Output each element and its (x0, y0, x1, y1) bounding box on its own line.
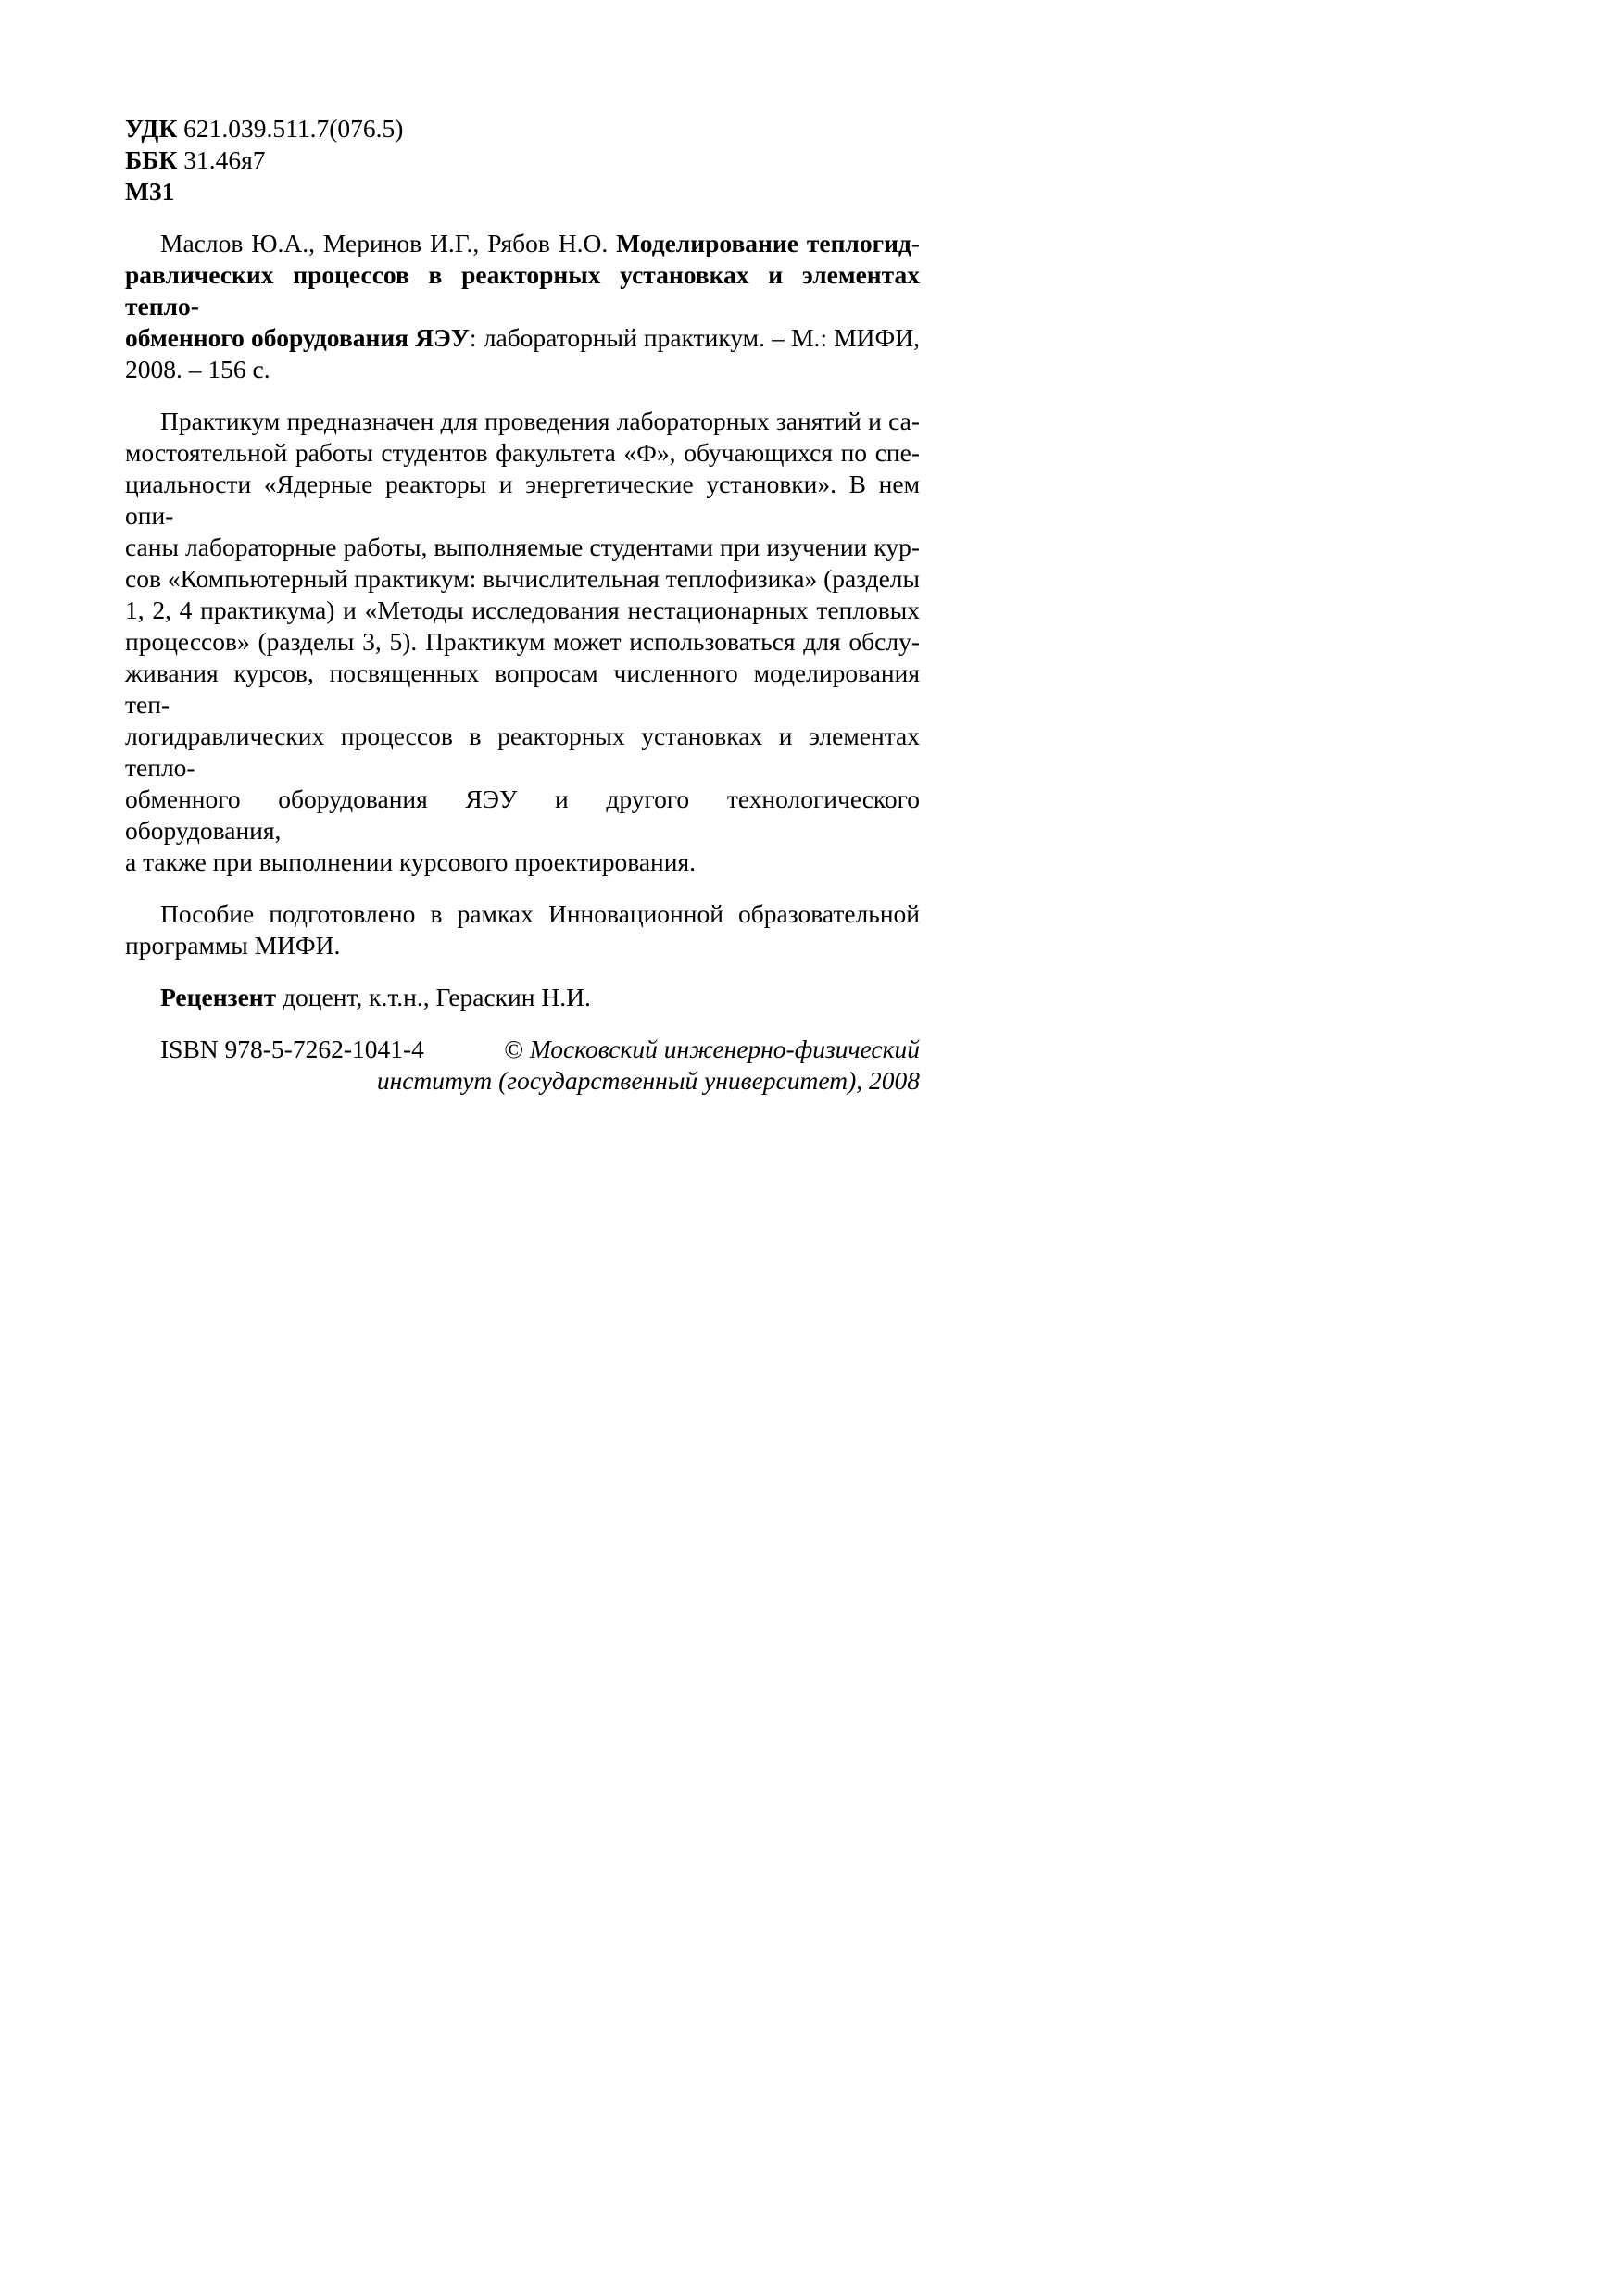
isbn-number: ISBN 978-5-7262-1041-4 (160, 1035, 424, 1063)
text-segment: обменного оборудования ЯЭУ и другого технологического оборудования, (125, 784, 920, 845)
bibliographic-record (125, 228, 920, 385)
text-segment: 621.039.511.7(076.5) (177, 114, 404, 143)
text-segment: живания курсов, посвященных вопросам численного моделирования теп- (125, 659, 920, 719)
text-line (125, 176, 920, 207)
isbn-copyright-row (125, 1034, 920, 1065)
text-segment: : лабораторный практикум. – М.: МИФИ, (469, 323, 920, 352)
text-line (125, 437, 920, 469)
text-line (125, 228, 920, 259)
copyright-line-2: институт (государственный университет), 2008 (376, 1066, 920, 1095)
text-segment: 31.46я7 (177, 145, 266, 174)
text-segment: сов «Компьютерный практикум: вычислительная теплофизика» (разделы (125, 564, 920, 593)
text-block (125, 113, 920, 1097)
text-segment: Практикум предназначен для проведения лабораторных занятий и са- (160, 407, 920, 435)
text-segment: доцент, к.т.н., Гераскин Н.И. (276, 983, 591, 1011)
program-note (125, 898, 920, 961)
text-segment: ББК (125, 145, 178, 174)
text-segment: равлических процессов в реакторных установках и элементах тепло- (125, 260, 920, 320)
text-line (125, 354, 920, 385)
text-line (125, 259, 920, 322)
text-segment: саны лабораторные работы, выполняемые студентами при изучении кур- (125, 533, 920, 561)
isbn-copyright-block (125, 1034, 920, 1097)
text-segment: УДК (125, 114, 178, 143)
text-line (125, 406, 920, 437)
text-segment: Пособие подготовлено в рамках Инновационной образовательной (160, 899, 920, 928)
udk-bbk-block (125, 113, 920, 207)
text-segment: а также при выполнении курсового проектирования. (125, 847, 696, 876)
text-line (125, 982, 920, 1013)
text-segment: Рецензент (160, 983, 277, 1011)
text-segment: циальности «Ядерные реакторы и энергетические установки». В нем опи- (125, 470, 920, 530)
text-line (125, 658, 920, 721)
text-segment: процессов» (разделы 3, 5). Практикум может использоваться для обслу- (125, 627, 920, 656)
text-line (125, 532, 920, 563)
copyright-line-1: © Московский инженерно-физический (503, 1035, 920, 1063)
text-segment: 2008. – 156 с. (125, 355, 270, 383)
text-line (125, 721, 920, 784)
text-line (125, 898, 920, 930)
text-line (125, 784, 920, 847)
reviewer-line (125, 982, 920, 1013)
text-segment: программы МИФИ. (125, 931, 341, 960)
text-segment: Маслов Ю.А., Меринов И.Г., Рябов Н.О. (160, 229, 617, 257)
text-segment: Моделирование теплогид- (616, 229, 920, 257)
text-segment: 1, 2, 4 практикума) и «Методы исследования нестационарных тепловых (125, 596, 920, 624)
text-line (125, 847, 920, 878)
annotation-paragraph (125, 406, 920, 878)
text-segment: мостоятельной работы студентов факультета «Ф», обучающихся по спе- (125, 438, 920, 467)
text-segment: обменного оборудования ЯЭУ (125, 323, 470, 352)
text-line (125, 626, 920, 658)
text-line (125, 322, 920, 354)
text-line (125, 469, 920, 532)
text-line (125, 930, 920, 961)
text-line (125, 113, 920, 144)
text-segment: М31 (125, 177, 175, 206)
text-segment: логидравлических процессов в реакторных установках и элементах тепло- (125, 721, 920, 782)
text-line (125, 563, 920, 595)
text-line (125, 595, 920, 626)
text-line (125, 144, 920, 176)
